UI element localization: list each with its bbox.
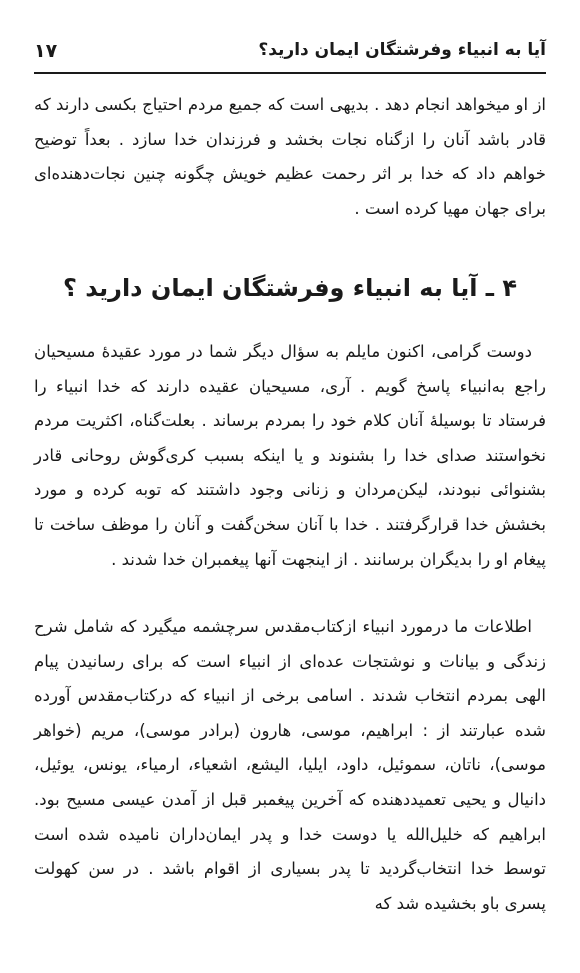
page-number: ۱۷ bbox=[34, 40, 58, 62]
section-heading: ۴ ـ آیا به انبیاء وفرشتگان ایمان دارید ؟ bbox=[62, 274, 518, 302]
paragraph-continuation bbox=[34, 88, 546, 226]
header-rule bbox=[34, 72, 546, 74]
paragraph-block-prophets bbox=[34, 335, 546, 577]
running-header bbox=[34, 40, 546, 68]
paragraph-1: از او میخواهد انجام دهد . بدیهی است که جمیع مردم احتیاج بکسی دارند که قادر باشد آنان را ازگناه نجات بخشد و فرزندان خدا سازد . بعداً توضیح خواهم داد که خدا بر اثر رحمت عظیم خویش چگونه چنین نجات‌دهنده‌ای برای جهان مهیا کرده است . bbox=[34, 95, 546, 218]
paragraph-block-bible bbox=[34, 610, 546, 921]
paragraph-3: اطلاعات ما درمورد انبیاء ازکتاب‌مقدس سرچشمه میگیرد که شامل شرح زندگی و بیانات و نوشتجات عده‌ای از انبیاء است که برای رسانیدن پیام الهی بمردم انتخاب شدند . اسامی برخی از انبیاء که درکتاب‌مقدس آورده شده عبارتند از : ابراهیم، موسی، هارون (برادر موسی)، مریم (خواهر موسی)، ناتان، سموئیل، داود، ایلیا، الیشع، اشعیاء، ارمیاء، یونس، یوئیل، دانیال و یحیی تعمیددهنده که آخرین پیغمبر قبل از آمدن عیسی مسیح بود. ابراهیم که خلیل‌الله یا دوست خدا و پدر ایمان‌داران نامیده شده است توسط خدا انتخاب‌گردید تا پدر بسیاری از اقوام باشد . در سن کهولت پسری باو بخشیده شد که bbox=[34, 617, 546, 913]
running-title: آیا به انبیاء وفرشتگان ایمان دارید؟ bbox=[258, 40, 546, 60]
paragraph-2: دوست گرامی، اکنون مایلم به سؤال دیگر شما در مورد عقیدهٔ مسیحیان راجع به‌انبیاء پاسخ گویم . آری، مسیحیان عقیده دارند که خدا انبیاء را فرستاد تا بوسیلهٔ آنان کلام خود را بمردم برساند . بعلت‌گناه، اکثریت مردم نخواستند صدای خدا را بشنوند و یا اینکه بسبب کری‌گوش روحانی قادر بشنوائی نبودند، لیکن‌مردان و زنانی وجود داشتند که توبه کرده و مورد بخشش خدا قرارگرفتند . خدا با آنان سخن‌گفت و آنان را موظف ساخت تا پیغام او را بدیگران برسانند . از اینجهت آنها پیغمبران خدا شدند . bbox=[34, 342, 546, 569]
